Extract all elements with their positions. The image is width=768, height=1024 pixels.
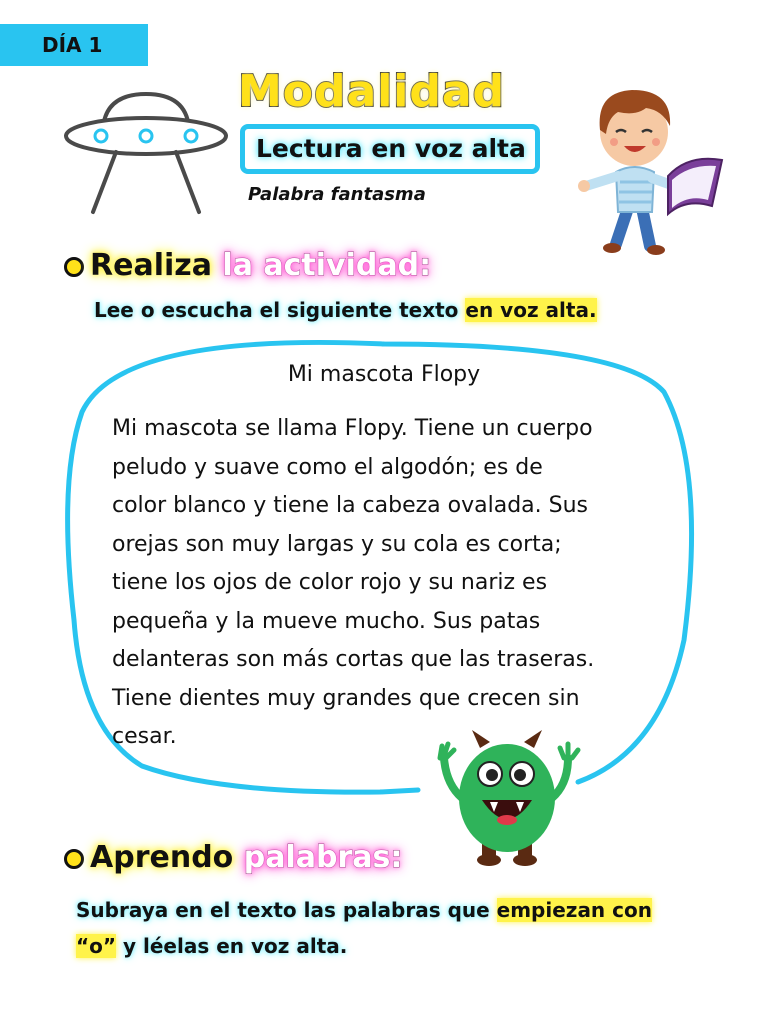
activity-heading-part1: Realiza <box>90 248 212 283</box>
story-line: color blanco y tiene la cabeza ovalada. Sus <box>112 493 589 518</box>
words-bullet-icon <box>64 849 84 869</box>
day-label: DÍA 1 <box>0 24 148 66</box>
words-instruction-line2 <box>76 928 652 964</box>
story-line: orejas son muy largas y su cola es corta; <box>112 531 562 557</box>
story-line: pequeña y la mueve mucho. Sus patas <box>112 608 541 634</box>
story-line: tiene los ojos de color rojo y su nariz es <box>112 570 548 595</box>
activity-instruction-part2: en voz alta. <box>465 298 597 322</box>
activity-instruction-part1: Lee o escucha el siguiente texto <box>94 298 459 322</box>
story-text <box>112 410 692 757</box>
page-title: Modalidad <box>238 66 506 117</box>
words-instruction-line1 <box>76 892 652 928</box>
activity-heading-part2: la actividad: <box>222 248 432 283</box>
story-line: peludo y suave como el algodón; es de <box>112 454 543 480</box>
story-line: Mi mascota se llama Flopy. Tiene un cuerpo <box>112 416 593 441</box>
words-instruction-line1-part2: empiezan con <box>496 898 652 922</box>
story-title: Mi mascota Flopy <box>287 362 481 387</box>
words-heading-part2: palabras: <box>243 840 403 875</box>
story-line: Tiene dientes muy grandes que crecen sin <box>112 685 580 711</box>
mode-word-3: voz alta <box>414 134 526 163</box>
words-heading <box>90 840 402 875</box>
story-line: delanteras son más cortas que las traseras. <box>112 647 595 672</box>
words-instruction <box>76 892 652 964</box>
words-instruction-line1-part1: Subraya en el texto las palabras que <box>76 898 490 922</box>
words-instruction-line2-part2: y léelas en voz alta. <box>123 934 348 958</box>
green-monster-icon <box>432 728 582 868</box>
mode-word-2: en <box>371 134 407 163</box>
words-heading-part1: Aprendo <box>90 840 234 875</box>
mode-word-1: Lectura <box>256 134 363 163</box>
words-instruction-line2-part1: “o” <box>76 934 117 958</box>
subtitle: Palabra fantasma <box>248 184 426 205</box>
story-line: cesar. <box>112 724 177 749</box>
